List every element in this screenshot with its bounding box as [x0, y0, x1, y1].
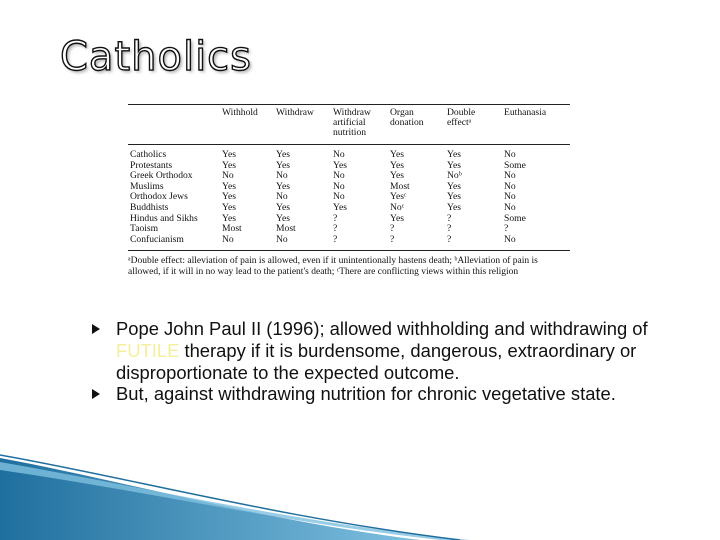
table-cell: No	[333, 149, 345, 160]
table-cell: Yes	[222, 212, 236, 224]
table-cell: ?	[333, 212, 338, 224]
table-cell: Yes	[447, 191, 461, 203]
table-cell: No	[276, 170, 288, 182]
highlight-futile: FUTILE	[116, 339, 180, 361]
table-cell: ?	[445, 235, 502, 251]
decorative-swoosh	[0, 440, 720, 540]
table-cell: Noᶜ	[390, 201, 405, 213]
row-label: Orthodox Jews	[130, 191, 188, 203]
table-cell: No	[333, 191, 345, 203]
table-cell: Yes	[276, 180, 290, 192]
table-cell: No	[504, 191, 516, 203]
bullet-item	[90, 383, 690, 405]
bullet-item	[90, 318, 690, 383]
table-cell: ?	[333, 223, 338, 235]
table-header: Withdraw artificial nutrition	[331, 105, 388, 145]
table-header-row	[128, 105, 570, 145]
table-cell: Yes	[333, 201, 347, 213]
table-header: Organ donation	[388, 105, 445, 145]
table-cell: Yes	[222, 159, 236, 171]
table-header: Withdraw	[274, 105, 331, 145]
table-footnote: ᵃDouble effect: alleviation of pain is allowed, even if it unintentionally hastens death; ᵇAlleviation of pain is allowed, if it will in no way lead to the patient's death; ᶜThere are conflicting views within this religion	[128, 256, 538, 277]
row-label: Protestants	[130, 159, 173, 171]
triangle-bullet-icon	[92, 389, 100, 399]
row-label: Confucianism	[128, 235, 220, 251]
table-cell: ?	[390, 223, 395, 235]
table-cell: Yes	[390, 212, 404, 224]
table-cell: Yes	[447, 159, 461, 171]
table-row	[128, 203, 570, 214]
religion-table	[128, 104, 570, 251]
table-cell: ?	[331, 235, 388, 251]
table-cell: Yes	[276, 201, 290, 213]
triangle-bullet-icon	[92, 324, 100, 334]
table-cell: No	[220, 235, 274, 251]
table-cell: Yesᶜ	[390, 191, 407, 203]
table-cell: No	[274, 235, 331, 251]
row-label: Greek Orthodox	[130, 170, 193, 182]
bullet-text: therapy if it is burdensome, dangerous, extraordinary or disproportionate to the expected outcome.	[116, 339, 637, 383]
table-cell: ?	[447, 212, 452, 224]
table-cell: No	[504, 149, 516, 160]
table-header	[128, 105, 220, 145]
table-cell: Most	[390, 180, 410, 192]
table-header: Withhold	[220, 105, 274, 145]
table-cell: ?	[388, 235, 445, 251]
table-cell: Yes	[276, 212, 290, 224]
table-cell: Some	[504, 212, 526, 224]
bullet-text: Pope John Paul II (1996); allowed withholding and withdrawing of	[116, 318, 648, 339]
table-cell: Yes	[390, 149, 404, 160]
table-cell: ?	[447, 223, 452, 235]
table-cell: Yes	[390, 159, 404, 171]
table-cell: No	[333, 170, 345, 182]
table-cell: No	[504, 180, 516, 192]
table-header: Euthanasia	[502, 105, 570, 145]
bullet-text: But, against withdrawing nutrition for chronic vegetative state.	[116, 383, 616, 405]
row-label: Buddhists	[130, 201, 169, 213]
table-cell: No	[504, 170, 516, 182]
table-row	[128, 235, 570, 251]
bullet-list	[90, 318, 690, 405]
row-label: Catholics	[130, 149, 167, 160]
table-cell: Yes	[333, 159, 347, 171]
table-cell: No	[333, 180, 345, 192]
slide-title: Catholics	[60, 34, 253, 80]
table-row	[128, 145, 570, 161]
table-cell: Some	[504, 159, 526, 171]
table-cell: No	[504, 201, 516, 213]
row-label: Muslims	[130, 180, 164, 192]
table-header: Double effectᵃ	[445, 105, 502, 145]
table-cell: Yes	[390, 170, 404, 182]
table-cell: Yes	[222, 149, 236, 160]
table-cell: Most	[222, 223, 242, 235]
table-cell: Noᵇ	[447, 170, 462, 182]
table-cell: No	[502, 235, 570, 251]
table-cell: Yes	[222, 201, 236, 213]
row-label: Taoism	[130, 223, 159, 235]
table-cell: Yes	[276, 149, 290, 160]
table-cell: Yes	[276, 159, 290, 171]
row-label: Hindus and Sikhs	[130, 212, 198, 224]
table-cell: Yes	[447, 180, 461, 192]
religion-table-figure	[128, 104, 570, 277]
table-cell: Most	[276, 223, 296, 235]
table-cell: Yes	[447, 201, 461, 213]
table-cell: Yes	[222, 191, 236, 203]
table-cell: Yes	[222, 180, 236, 192]
table-cell: Yes	[447, 149, 461, 160]
table-cell: No	[276, 191, 288, 203]
table-cell: ?	[504, 223, 509, 235]
table-cell: No	[222, 170, 234, 182]
